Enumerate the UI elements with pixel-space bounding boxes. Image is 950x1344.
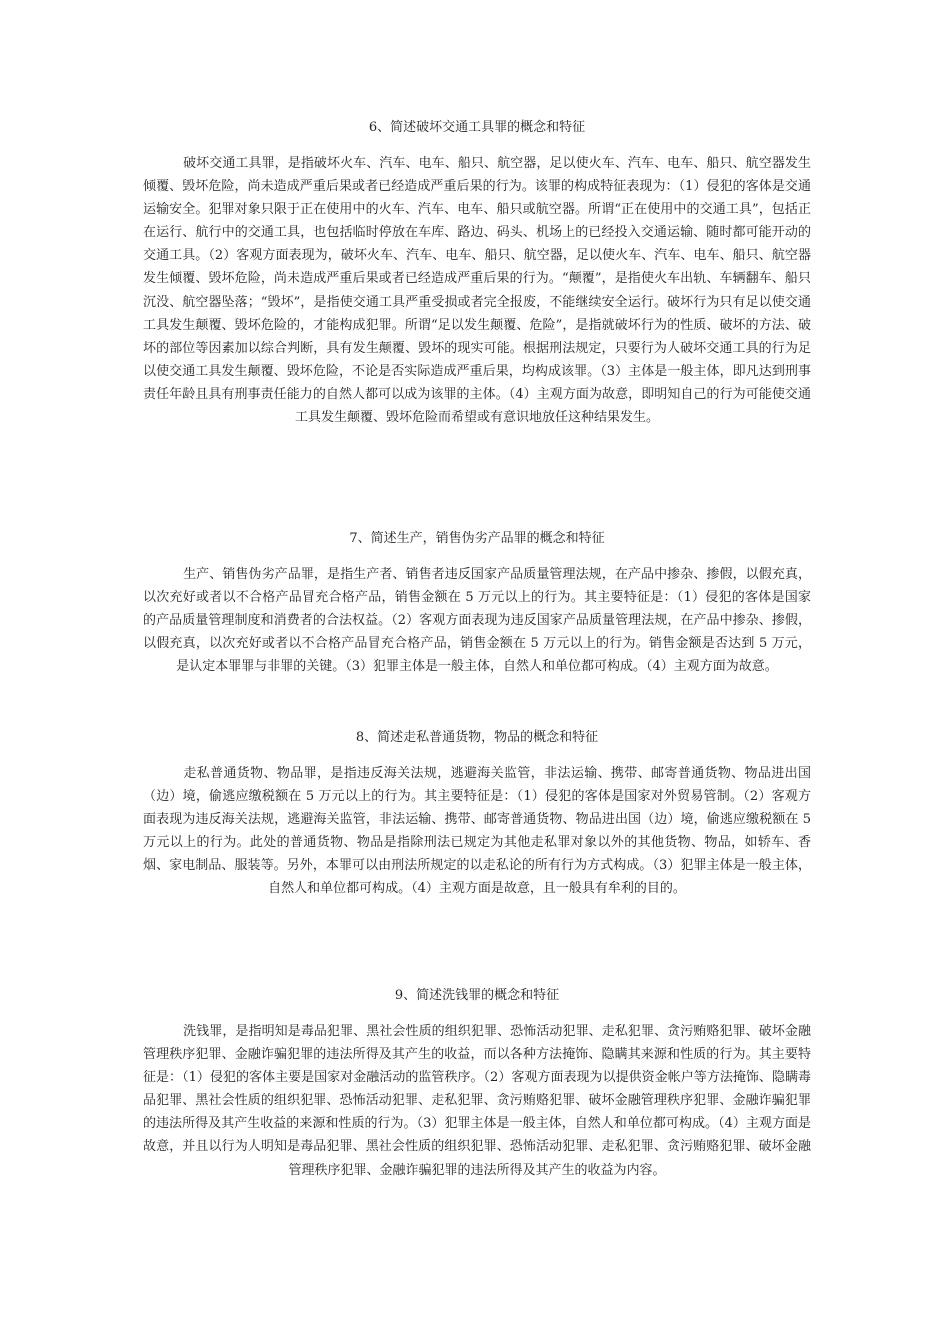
section-title: 7、简述生产，销售伪劣产品罪的概念和特征 (349, 531, 605, 546)
section-title: 9、简述洗钱罪的概念和特征 (394, 988, 560, 1003)
section-body: 洗钱罪，是指明知是毒品犯罪、黑社会性质的组织犯罪、恐怖活动犯罪、走私犯罪、贪污贿赂犯罪、破坏金融管理秩序犯罪、金融诈骗犯罪的违法所得及其产生的收益，而以各种方法掩饰、隐瞒其来源和性质的行为。其主要特征是：（1）侵犯的客体主要是国家对金融活动的监管秩序。（2）客观方面表现为以提供资金帐户等方法掩饰、隐瞒毒品犯罪、黑社会性质的组织犯罪、恐怖活动犯罪、走私犯罪、贪污贿赂犯罪、破坏金融管理秩序犯罪、金融诈骗犯罪的违法所得及其产生收益的来源和性质的行为。（3）犯罪主体是一般主体，自然人和单位都可构成。（4）主观方面是故意，并且以行为人明知是毒品犯罪、黑社会性质的组织犯罪、恐怖活动犯罪、走私犯罪、贪污贿赂犯罪、破坏金融管理秩序犯罪、金融诈骗犯罪的违法所得及其产生的收益为内容。 (143, 1024, 811, 1178)
section-9 (143, 986, 811, 1182)
section-6 (143, 118, 811, 429)
section-7 (143, 529, 811, 678)
section-8 (143, 728, 811, 901)
section-title: 8、简述走私普通货物，物品的概念和特征 (355, 730, 599, 745)
section-title: 6、简述破坏交通工具罪的概念和特征 (368, 120, 586, 135)
section-body: 破坏交通工具罪，是指破坏火车、汽车、电车、船只、航空器，足以使火车、汽车、电车、船只、航空器发生倾覆、毁坏危险，尚未造成严重后果或者已经造成严重后果的行为。该罪的构成特征表现为：（1）侵犯的客体是交通运输安全。犯罪对象只限于正在使用中的火车、汽车、电车、船只或航空器。所谓“正在使用中的交通工具”，包括正在运行、航行中的交通工具，也包括临时停放在车库、路边、码头、机场上的已经投入交通运输、随时都可能开动的交通工具。（2）客观方面表现为，破坏火车、汽车、电车、船只、航空器，足以使火车、汽车、电车、船只、航空器发生倾覆、毁坏危险，尚未造成严重后果或者已经造成严重后果的行为。“颠覆”，是指使火车出轨、车辆翻车、船只沉没、航空器坠落；“毁坏”，是指使交通工具严重受损或者完全报废，不能继续安全运行。破坏行为只有足以使交通工具发生颠覆、毁坏危险的，才能构成犯罪。所谓“足以发生颠覆、危险”，是指就破坏行为的性质、破坏的方法、破坏的部位等因素加以综合判断，具有发生颠覆、毁坏的现实可能。根据刑法规定，只要行为人破坏交通工具的行为足以使交通工具发生颠覆、毁坏危险，不论是否实际造成严重后果，均构成该罪。（3）主体是一般主体，即凡达到刑事责任年龄且具有刑事责任能力的自然人都可以成为该罪的主体。（4）主观方面为故意，即明知自己的行为可能使交通工具发生颠覆、毁坏危险而希望或有意识地放任这种结果发生。 (143, 156, 811, 426)
section-body: 生产、销售伪劣产品罪，是指生产者、销售者违反国家产品质量管理法规，在产品中掺杂、掺假，以假充真，以次充好或者以不合格产品冒充合格产品，销售金额在 5 万元以上的行为。其主要特征是：（1）侵犯的客体是国家的产品质量管理制度和消费者的合法权益。（2）客观方面表现为违反国家产品质量管理法规，在产品中掺杂、掺假，以假充真，以次充好或者以不合格产品冒充合格产品，销售金额在 5 万元以上的行为。销售金额是否达到 5 万元，是认定本罪罪与非罪的关键。（3）犯罪主体是一般主体，自然人和单位都可构成。（4）主观方面为故意。 (143, 567, 811, 675)
section-body: 走私普通货物、物品罪，是指违反海关法规，逃避海关监管，非法运输、携带、邮寄普通货物、物品进出国（边）境，偷逃应缴税额在 5 万元以上的行为。其主要特征是：（1）侵犯的客体是国家对外贸易管制。（2）客观方面表现为违反海关法规，逃避海关监管，非法运输、携带、邮寄普通货物、物品进出国（边）境，偷逃应缴税额在 5 万元以上的行为。此处的普通货物、物品是指除刑法已规定为其他走私罪对象以外的其他货物、物品，如轿车、香烟、家电制品、服装等。另外，本罪可以由刑法所规定的以走私论的所有行为方式构成。（3）犯罪主体是一般主体，自然人和单位都可构成。（4）主观方面是故意，且一般具有牟利的目的。 (143, 766, 811, 897)
